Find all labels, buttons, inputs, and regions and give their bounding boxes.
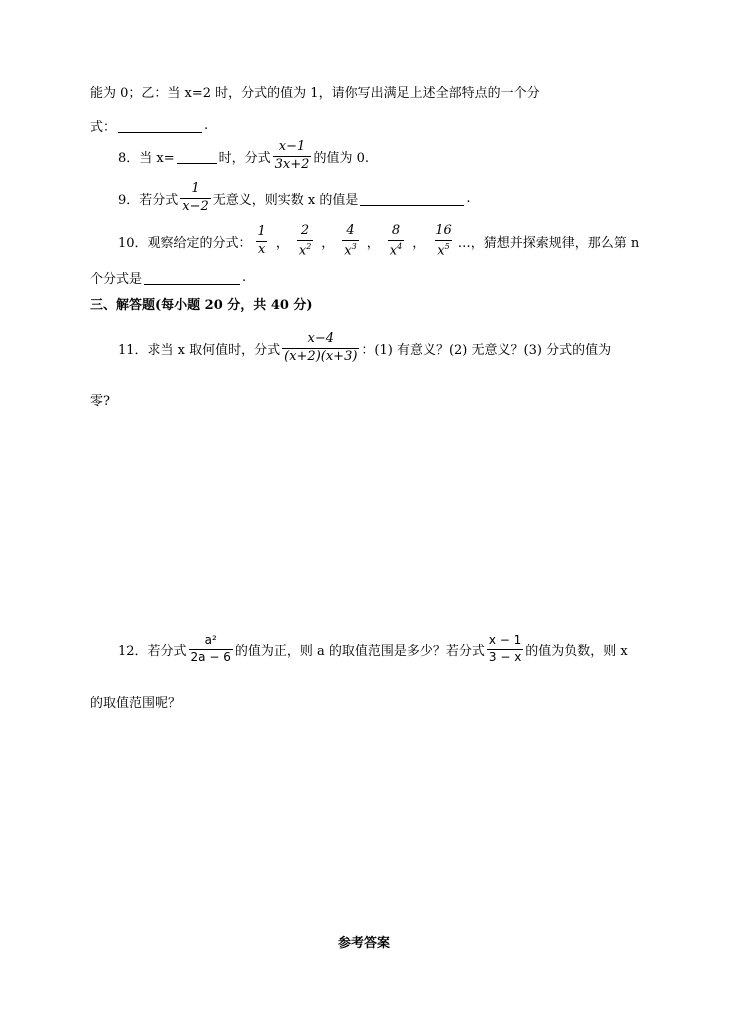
- q11-prefix: 11．求当 x 取何值时，分式: [118, 342, 281, 358]
- q9-mid: 无意义，则实数 x 的值是: [212, 192, 359, 208]
- q12-fraction-2: [487, 634, 523, 665]
- q10-blank[interactable]: [144, 270, 240, 285]
- q10-line2-prefix: 个分式是: [90, 272, 143, 287]
- q8-mid: 时，分式: [218, 150, 271, 166]
- q10-num-3: 4: [346, 223, 355, 238]
- q10-num-2: 2: [300, 223, 310, 238]
- q10-den-2: $x^2$: [298, 241, 312, 259]
- q9-suffix: .: [466, 190, 471, 206]
- q10-den-1: x: [258, 242, 266, 258]
- answer-blank-7[interactable]: [118, 118, 202, 133]
- answer-prefix: 式：: [90, 120, 117, 135]
- q10-prefix: 10．观察给定的分式：: [118, 236, 252, 252]
- continued-text: 能为 0；乙：当 x=2 时，分式的值为 1，请你写出满足上述全部特点的一个分: [90, 86, 540, 101]
- q8-prefix: 8．当 x=: [118, 150, 175, 166]
- q11-suffix: ：(1) 有意义？(2) 无意义？(3) 分式的值为: [361, 342, 612, 358]
- q8-denominator: 3x+2: [274, 156, 310, 172]
- q9-numerator: 1: [191, 181, 200, 196]
- q12-frac2-denominator: 3 − x: [488, 649, 522, 664]
- q11-fraction: [282, 332, 359, 365]
- q12-suffix: 的值为负数，则 x: [525, 643, 628, 659]
- q10-suffix: …，猜想并探索规律，那么第 n: [457, 236, 640, 252]
- q12-frac1-denominator: 2a − 6: [190, 649, 231, 664]
- q12-prefix: 12．若分式: [118, 643, 187, 659]
- q12-mid: 的值为正，则 a 的取值范围是多少？若分式: [234, 643, 485, 659]
- q10-fraction-5: [433, 224, 454, 259]
- reference-answers-title: 参考答案: [338, 936, 391, 951]
- q8-blank[interactable]: [177, 149, 217, 164]
- q12-frac2-numerator: x − 1: [488, 633, 522, 647]
- q11-numerator: x−4: [307, 331, 335, 346]
- section-3-heading: [90, 294, 313, 313]
- q12-fraction-1: [189, 634, 233, 665]
- q8-fraction: [273, 140, 312, 173]
- question-8: [118, 140, 369, 173]
- q10-fraction-1: [256, 225, 268, 258]
- section-3-title: 三、解答题(每小题 20 分，共 40 分): [90, 298, 313, 313]
- q10-fraction-2: [297, 224, 313, 259]
- q9-denominator: x−2: [182, 198, 209, 214]
- answer-suffix: .: [204, 118, 209, 133]
- question-11-line-2: [90, 390, 110, 409]
- q12-line2: 的取值范围呢？: [90, 696, 182, 711]
- q10-num-5: 16: [435, 223, 452, 238]
- q9-fraction: [180, 182, 211, 215]
- q10-fraction-3: [342, 224, 358, 259]
- q9-blank[interactable]: [360, 191, 464, 206]
- q10-line2-suffix: .: [242, 270, 247, 285]
- reference-answers-heading: [338, 932, 390, 951]
- question-11: [118, 332, 611, 365]
- q12-frac1-numerator: a²: [204, 633, 217, 647]
- q10-fraction-4: [388, 224, 404, 259]
- q10-num-4: 8: [391, 223, 401, 238]
- continued-text-line: [90, 82, 540, 101]
- q11-denominator: (x+2)(x+3): [284, 348, 358, 364]
- q8-numerator: x−1: [278, 139, 306, 154]
- question-12-line-2: [90, 692, 181, 711]
- q10-num-1: 1: [257, 224, 266, 240]
- q8-suffix: 的值为 0.: [313, 150, 369, 166]
- q9-prefix: 9．若分式: [118, 192, 179, 208]
- q10-den-3: $x^3$: [344, 241, 357, 259]
- question-12: [118, 634, 628, 665]
- answer-line-7: [90, 116, 208, 135]
- q10-den-4: $x^4$: [389, 241, 403, 259]
- question-10-line-2: [90, 268, 246, 287]
- question-9: [118, 182, 471, 215]
- question-10: 10．观察给定的分式： $\frac{1}{x}$ ， $\frac{2}{x^2}$ ， $\frac{4}{x^3}$ ， $\frac{8}{x^4}$ ， $\frac{16}{x^5}$ …，猜想并探索规律，那么第 n: [118, 223, 640, 259]
- q11-line2: 零?: [90, 394, 110, 409]
- q10-den-5: $x^5$: [437, 241, 450, 259]
